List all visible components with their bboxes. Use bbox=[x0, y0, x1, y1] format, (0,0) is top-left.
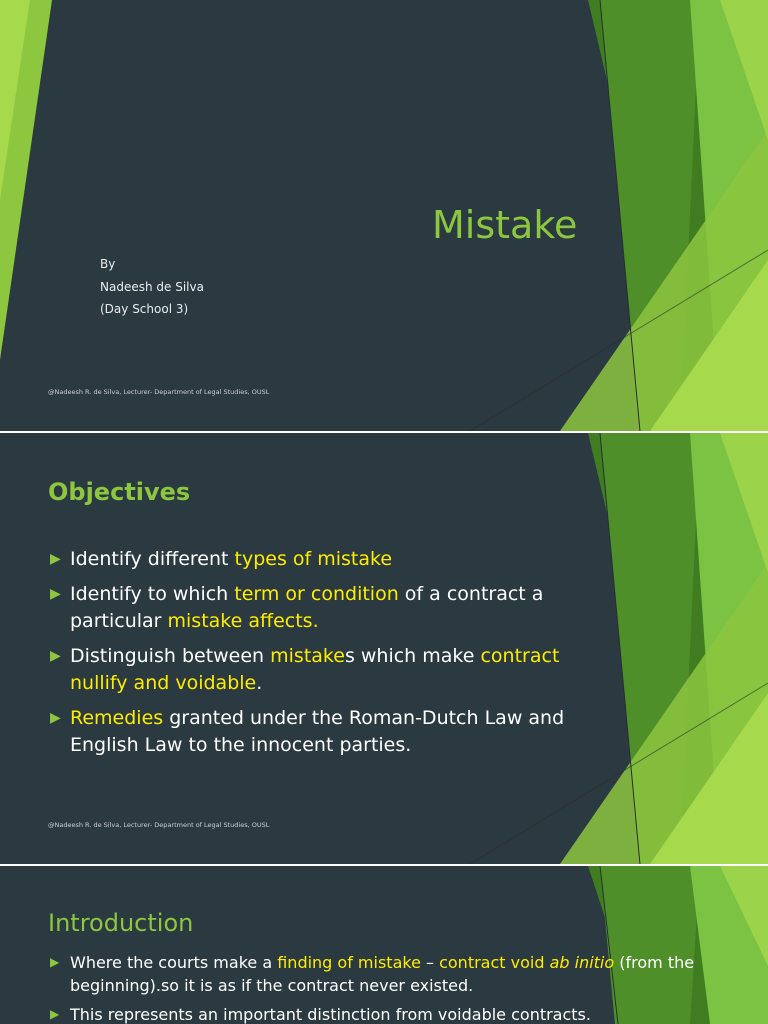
slide-heading: Objectives bbox=[48, 478, 191, 506]
triangle-right-icon: ▶ bbox=[50, 551, 61, 567]
triangle-right-icon: ▶ bbox=[50, 586, 61, 602]
triangle-right-icon: ▶ bbox=[50, 1007, 60, 1021]
by-label: By bbox=[100, 257, 116, 271]
slide-title bbox=[0, 0, 768, 431]
session-label: (Day School 3) bbox=[100, 302, 189, 316]
triangle-right-icon: ▶ bbox=[50, 648, 61, 664]
list-item: ▶ This represents an important distinction from voidable contracts. bbox=[50, 1005, 591, 1024]
slide-heading: Introduction bbox=[48, 909, 194, 937]
triangle-right-icon: ▶ bbox=[50, 710, 61, 726]
slide-title-text: Mistake bbox=[432, 203, 578, 247]
slide-footer: @Nadeesh R. de Silva, Lecturer- Department of Legal Studies, OUSL bbox=[48, 388, 270, 396]
list-item: ▶ Remedies granted under the Roman-Dutch Law and English Law to the innocent parties. bbox=[50, 707, 565, 756]
objectives-list bbox=[48, 546, 590, 767]
slide-introduction bbox=[0, 866, 768, 1024]
green-facets-decoration bbox=[0, 0, 768, 431]
slide-objectives bbox=[0, 433, 768, 864]
triangle-right-icon: ▶ bbox=[50, 955, 60, 969]
list-item: ▶ Identify to which term or condition of a contract a particular mistake affects. bbox=[50, 583, 544, 632]
slide-footer: @Nadeesh R. de Silva, Lecturer- Department of Legal Studies, OUSL bbox=[48, 821, 270, 829]
list-item: ▶ Identify different types of mistake bbox=[48, 546, 590, 573]
author-name: Nadeesh de Silva bbox=[100, 280, 204, 294]
list-item: ▶ Where the courts make a finding of mistake – contract void ab initio (from the beginning).so it is as if the contract never existed. bbox=[50, 953, 695, 995]
list-item: ▶ Distinguish between mistakes which make contract nullify and voidable. bbox=[50, 645, 560, 694]
introduction-list bbox=[48, 951, 760, 1024]
